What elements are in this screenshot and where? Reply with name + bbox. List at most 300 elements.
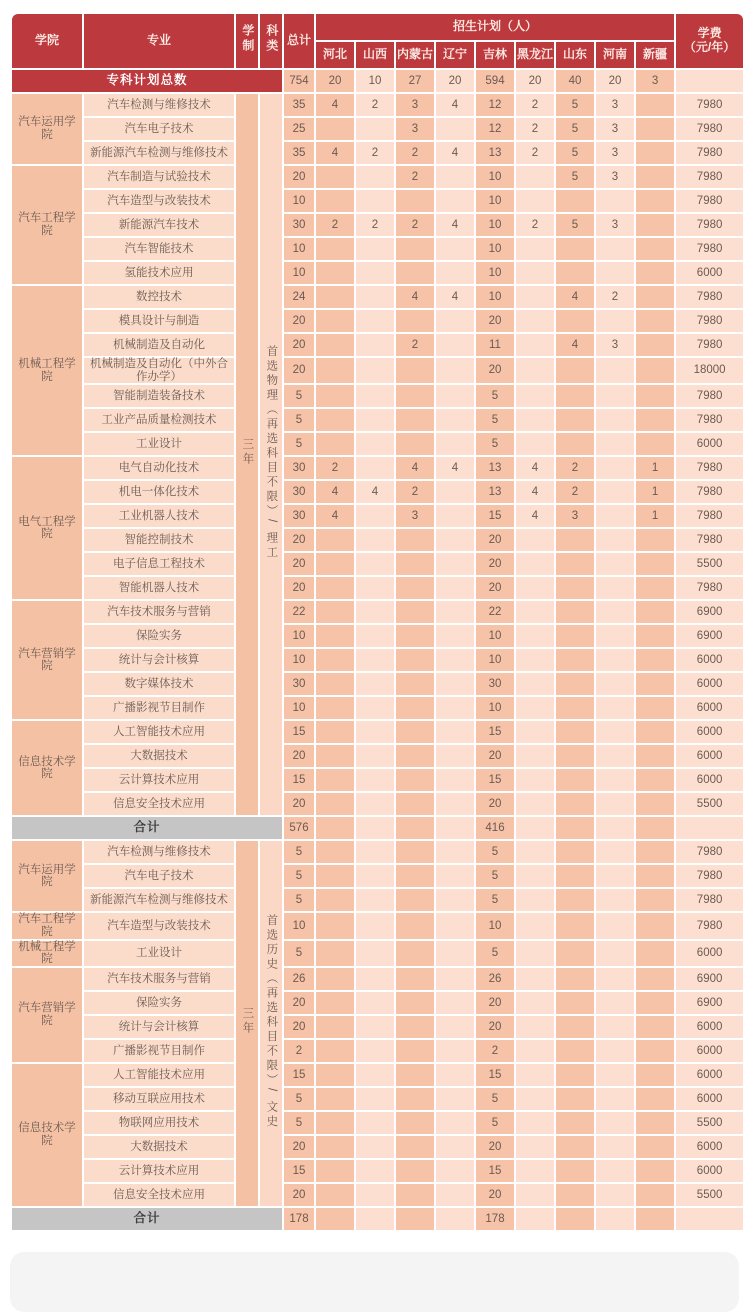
cell-province-7 — [596, 385, 634, 407]
cell-province-6 — [556, 649, 594, 671]
cell-major: 汽车造型与改装技术 — [84, 190, 234, 212]
cell-province-1 — [356, 577, 394, 599]
cell-tuition: 6000 — [676, 1160, 743, 1182]
cell-province-6 — [556, 865, 594, 887]
cell-province-0: 2 — [316, 214, 354, 236]
cell-province-1 — [356, 769, 394, 791]
cell-total: 5 — [284, 1112, 314, 1134]
cell-college: 机械工程学院 — [12, 286, 82, 455]
cell-province-3: 4 — [436, 457, 474, 479]
major-row — [12, 913, 743, 938]
cell-province-6 — [556, 941, 594, 966]
cell-province-0: 4 — [316, 142, 354, 164]
cell-province-6 — [556, 601, 594, 623]
cell-tuition: 7980 — [676, 889, 743, 911]
cell-major: 工业设计 — [84, 941, 234, 966]
major-row — [12, 649, 743, 671]
cell-total: 10 — [284, 625, 314, 647]
cell-province-4: 5 — [476, 1112, 514, 1134]
cell-province-5 — [516, 409, 554, 431]
major-row — [12, 481, 743, 503]
major-row — [12, 310, 743, 332]
cell-province-1 — [356, 817, 394, 839]
cell-tuition — [676, 1208, 743, 1230]
cell-total: 20 — [284, 577, 314, 599]
cell-province-8 — [636, 1088, 674, 1110]
cell-total: 22 — [284, 601, 314, 623]
cell-province-8 — [636, 1016, 674, 1038]
cell-province-7 — [596, 889, 634, 911]
cell-province-7 — [596, 577, 634, 599]
cell-province-1 — [356, 673, 394, 695]
admission-plan-table — [10, 12, 745, 1232]
cell-province-6 — [556, 529, 594, 551]
cell-province-4: 10 — [476, 913, 514, 938]
cell-province-3 — [436, 1208, 474, 1230]
cell-province-1 — [356, 529, 394, 551]
cell-major: 人工智能技术应用 — [84, 721, 234, 743]
cell-province-1 — [356, 992, 394, 1014]
major-row — [12, 865, 743, 887]
cell-province-7 — [596, 1112, 634, 1134]
cell-province-8 — [636, 553, 674, 575]
cell-total: 5 — [284, 941, 314, 966]
cell-major: 大数据技术 — [84, 1136, 234, 1158]
cell-province-2 — [396, 673, 434, 695]
cell-province-8 — [636, 286, 674, 308]
cell-province-7 — [596, 505, 634, 527]
cell-province-2: 2 — [396, 214, 434, 236]
cell-province-3: 4 — [436, 214, 474, 236]
major-row — [12, 697, 743, 719]
cell-province-0 — [316, 769, 354, 791]
cell-province-8 — [636, 118, 674, 140]
cell-province-0: 4 — [316, 481, 354, 503]
cell-college: 汽车运用学院 — [12, 94, 82, 164]
cell-province-2 — [396, 433, 434, 455]
cell-province-6 — [556, 745, 594, 767]
cell-province-1 — [356, 1184, 394, 1206]
cell-province-2: 4 — [396, 457, 434, 479]
cell-province-7 — [596, 841, 634, 863]
cell-province-1 — [356, 310, 394, 332]
major-row — [12, 118, 743, 140]
cell-province-2 — [396, 1208, 434, 1230]
cell-total: 5 — [284, 889, 314, 911]
cell-major: 统计与会计核算 — [84, 1016, 234, 1038]
cell-province-6 — [556, 1160, 594, 1182]
cell-province-4: 20 — [476, 553, 514, 575]
cell-major: 汽车智能技术 — [84, 238, 234, 260]
cell-province-6 — [556, 310, 594, 332]
cell-province-3 — [436, 505, 474, 527]
cell-tuition: 5500 — [676, 1112, 743, 1134]
cell-province-1: 2 — [356, 142, 394, 164]
cell-province-4: 11 — [476, 334, 514, 356]
cell-province-3 — [436, 697, 474, 719]
cell-province-2 — [396, 238, 434, 260]
header-province-3: 辽宁 — [436, 42, 474, 68]
cell-province-5 — [516, 793, 554, 815]
cell-province-1 — [356, 1112, 394, 1134]
cell-total: 20 — [284, 166, 314, 188]
cell-province-6 — [556, 577, 594, 599]
cell-province-2: 2 — [396, 166, 434, 188]
cell-province-3 — [436, 262, 474, 284]
major-row — [12, 142, 743, 164]
cell-province-7 — [596, 1088, 634, 1110]
cell-province-0 — [316, 1184, 354, 1206]
cell-major: 新能源汽车检测与维修技术 — [84, 142, 234, 164]
cell-province-5 — [516, 577, 554, 599]
cell-province-5 — [516, 913, 554, 938]
cell-total: 30 — [284, 481, 314, 503]
cell-province-7 — [596, 817, 634, 839]
cell-tuition: 6000 — [676, 941, 743, 966]
major-row — [12, 358, 743, 383]
header-province-4: 吉林 — [476, 42, 514, 68]
cell-province-4: 20 — [476, 992, 514, 1014]
cell-province-5 — [516, 1208, 554, 1230]
cell-province-0: 4 — [316, 94, 354, 116]
header-province-5: 黑龙江 — [516, 42, 554, 68]
cell-province-7 — [596, 310, 634, 332]
cell-province-2 — [396, 1064, 434, 1086]
cell-province-0 — [316, 1136, 354, 1158]
cell-province-3 — [436, 968, 474, 990]
cell-province-2 — [396, 577, 434, 599]
cell-college: 汽车工程学院 — [12, 913, 82, 938]
cell-province-1 — [356, 166, 394, 188]
cell-tuition: 7980 — [676, 310, 743, 332]
cell-province-5: 2 — [516, 214, 554, 236]
cell-province-5 — [516, 1016, 554, 1038]
cell-major: 保险实务 — [84, 992, 234, 1014]
cell-province-3 — [436, 625, 474, 647]
cell-total: 30 — [284, 673, 314, 695]
cell-province-7 — [596, 358, 634, 383]
cell-province-1 — [356, 286, 394, 308]
cell-province-3 — [436, 992, 474, 1014]
cell-major: 电气自动化技术 — [84, 457, 234, 479]
cell-tuition: 6000 — [676, 673, 743, 695]
cell-major: 工业机器人技术 — [84, 505, 234, 527]
cell-province-5 — [516, 433, 554, 455]
cell-province-2 — [396, 1016, 434, 1038]
cell-province-6 — [556, 385, 594, 407]
cell-province-4: 5 — [476, 889, 514, 911]
cell-province-6 — [556, 889, 594, 911]
cell-major: 智能机器人技术 — [84, 577, 234, 599]
cell-province-8 — [636, 721, 674, 743]
cell-province-4: 13 — [476, 481, 514, 503]
header-tuition — [676, 14, 743, 68]
cell-province-6 — [556, 992, 594, 1014]
cell-province-0 — [316, 1064, 354, 1086]
cell-province-8 — [636, 625, 674, 647]
cell-province-0 — [316, 553, 354, 575]
cell-province-6 — [556, 841, 594, 863]
table-body — [12, 70, 743, 1230]
cell-province-5 — [516, 166, 554, 188]
cell-province-0 — [316, 238, 354, 260]
major-row — [12, 457, 743, 479]
cell-province-6: 5 — [556, 214, 594, 236]
cell-province-2 — [396, 553, 434, 575]
cell-province-6 — [556, 1136, 594, 1158]
cell-province-3 — [436, 793, 474, 815]
cell-college: 汽车营销学院 — [12, 601, 82, 719]
major-row — [12, 1112, 743, 1134]
cell-province-4: 10 — [476, 214, 514, 236]
cell-category — [260, 841, 282, 1206]
cell-province-6: 5 — [556, 142, 594, 164]
cell-total: 20 — [284, 529, 314, 551]
header-province-1: 山西 — [356, 42, 394, 68]
cell-province-5 — [516, 841, 554, 863]
cell-total: 15 — [284, 721, 314, 743]
cell-province-3 — [436, 913, 474, 938]
cell-province-3 — [436, 385, 474, 407]
cell-province-5 — [516, 1112, 554, 1134]
cell-province-3 — [436, 769, 474, 791]
cell-province-3 — [436, 649, 474, 671]
major-row — [12, 505, 743, 527]
cell-total: 2 — [284, 1040, 314, 1062]
major-row — [12, 1040, 743, 1062]
cell-tuition: 7980 — [676, 577, 743, 599]
cell-province-0 — [316, 649, 354, 671]
cell-major: 新能源汽车检测与维修技术 — [84, 889, 234, 911]
cell-duration — [236, 841, 258, 1206]
cell-province-7: 3 — [596, 166, 634, 188]
cell-province-6 — [556, 433, 594, 455]
cell-province-5 — [516, 697, 554, 719]
cell-province-5: 2 — [516, 142, 554, 164]
cell-total: 5 — [284, 385, 314, 407]
cell-province-4: 5 — [476, 841, 514, 863]
cell-province-4: 15 — [476, 1064, 514, 1086]
major-row — [12, 745, 743, 767]
header-tuition-line1: 学费 — [697, 26, 722, 41]
cell-province-2 — [396, 992, 434, 1014]
major-row — [12, 1160, 743, 1182]
cell-province-3 — [436, 1136, 474, 1158]
cell-province-0 — [316, 1040, 354, 1062]
cell-province-7 — [596, 673, 634, 695]
cell-tuition: 7980 — [676, 334, 743, 356]
cell-tuition: 6000 — [676, 745, 743, 767]
cell-province-0 — [316, 1112, 354, 1134]
cell-province-3 — [436, 433, 474, 455]
cell-province-8 — [636, 817, 674, 839]
cell-province-5 — [516, 1040, 554, 1062]
cell-province-4: 10 — [476, 262, 514, 284]
cell-province-8 — [636, 745, 674, 767]
cell-province-5 — [516, 1064, 554, 1086]
cell-province-3 — [436, 1040, 474, 1062]
subtotal-label: 合计 — [12, 1208, 282, 1230]
cell-province-1 — [356, 941, 394, 966]
cell-province-5 — [516, 262, 554, 284]
cell-province-1 — [356, 433, 394, 455]
cell-tuition: 6900 — [676, 625, 743, 647]
cell-province-2 — [396, 385, 434, 407]
cell-province-0 — [316, 1160, 354, 1182]
cell-province-4: 12 — [476, 118, 514, 140]
cell-province-3 — [436, 358, 474, 383]
cell-province-7 — [596, 649, 634, 671]
major-row — [12, 889, 743, 911]
cell-province-8 — [636, 529, 674, 551]
cell-province-7 — [596, 865, 634, 887]
cell-province-4: 12 — [476, 94, 514, 116]
cell-tuition: 6000 — [676, 1136, 743, 1158]
cell-province-1 — [356, 1208, 394, 1230]
cell-province-0 — [316, 577, 354, 599]
cell-province-4: 416 — [476, 817, 514, 839]
cell-province-2 — [396, 865, 434, 887]
cell-tuition: 18000 — [676, 358, 743, 383]
cell-province-4: 15 — [476, 505, 514, 527]
cell-province-4: 10 — [476, 286, 514, 308]
cell-province-6 — [556, 673, 594, 695]
cell-tuition: 7980 — [676, 142, 743, 164]
cell-tuition: 7980 — [676, 190, 743, 212]
cell-province-5: 4 — [516, 505, 554, 527]
cell-province-8 — [636, 601, 674, 623]
cell-province-2: 27 — [396, 70, 434, 92]
cell-province-8 — [636, 577, 674, 599]
cell-province-3 — [436, 1016, 474, 1038]
cell-province-2 — [396, 1112, 434, 1134]
cell-tuition: 6000 — [676, 721, 743, 743]
cell-province-3 — [436, 238, 474, 260]
cell-tuition: 6900 — [676, 992, 743, 1014]
cell-province-4: 26 — [476, 968, 514, 990]
subtotal-row — [12, 1208, 743, 1230]
cell-total: 5 — [284, 865, 314, 887]
major-row — [12, 262, 743, 284]
cell-province-0 — [316, 625, 354, 647]
cell-tuition: 6000 — [676, 769, 743, 791]
cell-province-0 — [316, 913, 354, 938]
cell-province-0 — [316, 865, 354, 887]
cell-province-3 — [436, 118, 474, 140]
cell-province-6: 2 — [556, 481, 594, 503]
cell-total: 10 — [284, 913, 314, 938]
cell-tuition: 7980 — [676, 286, 743, 308]
cell-province-2 — [396, 968, 434, 990]
cell-province-5 — [516, 649, 554, 671]
cell-province-3 — [436, 553, 474, 575]
cell-province-1 — [356, 1040, 394, 1062]
major-row — [12, 1064, 743, 1086]
cell-province-3 — [436, 1088, 474, 1110]
major-row — [12, 334, 743, 356]
cell-major: 汽车造型与改装技术 — [84, 913, 234, 938]
cell-province-3 — [436, 1064, 474, 1086]
cell-province-2: 3 — [396, 94, 434, 116]
cell-province-2 — [396, 941, 434, 966]
cell-province-6: 5 — [556, 166, 594, 188]
cell-province-3 — [436, 334, 474, 356]
cell-major: 信息安全技术应用 — [84, 793, 234, 815]
cell-province-8 — [636, 1208, 674, 1230]
cell-province-6 — [556, 238, 594, 260]
cell-major: 云计算技术应用 — [84, 769, 234, 791]
cell-major: 保险实务 — [84, 625, 234, 647]
cell-tuition: 7980 — [676, 841, 743, 863]
cell-province-6 — [556, 721, 594, 743]
cell-province-7: 3 — [596, 142, 634, 164]
major-row — [12, 673, 743, 695]
cell-province-5: 20 — [516, 70, 554, 92]
cell-major: 电子信息工程技术 — [84, 553, 234, 575]
cell-province-7: 20 — [596, 70, 634, 92]
cell-province-3 — [436, 941, 474, 966]
cell-province-5 — [516, 625, 554, 647]
cell-province-8 — [636, 673, 674, 695]
cell-total: 35 — [284, 142, 314, 164]
cell-tuition: 7980 — [676, 529, 743, 551]
cell-tuition: 6000 — [676, 1064, 743, 1086]
cell-total: 10 — [284, 238, 314, 260]
cell-province-1 — [356, 457, 394, 479]
cell-province-2 — [396, 625, 434, 647]
cell-province-7 — [596, 697, 634, 719]
cell-province-4: 10 — [476, 625, 514, 647]
major-row — [12, 769, 743, 791]
cell-province-7 — [596, 553, 634, 575]
cell-province-6 — [556, 968, 594, 990]
header-plan-group: 招生计划（人） — [316, 14, 674, 40]
cell-major: 移动互联应用技术 — [84, 1088, 234, 1110]
cell-province-7 — [596, 1064, 634, 1086]
cell-college: 电气工程学院 — [12, 457, 82, 599]
cell-province-2 — [396, 1136, 434, 1158]
cell-province-3 — [436, 745, 474, 767]
cell-tuition: 6000 — [676, 262, 743, 284]
cell-major: 物联网应用技术 — [84, 1112, 234, 1134]
cell-province-4: 594 — [476, 70, 514, 92]
header-total: 总计 — [284, 14, 314, 68]
cell-province-3 — [436, 409, 474, 431]
cell-province-2 — [396, 769, 434, 791]
cell-province-7 — [596, 457, 634, 479]
cell-total: 20 — [284, 310, 314, 332]
cell-province-3 — [436, 673, 474, 695]
cell-province-4: 5 — [476, 1088, 514, 1110]
cell-major: 模具设计与制造 — [84, 310, 234, 332]
cell-province-5 — [516, 529, 554, 551]
cell-province-2 — [396, 310, 434, 332]
cell-province-4: 5 — [476, 433, 514, 455]
major-row — [12, 601, 743, 623]
cell-province-4: 5 — [476, 941, 514, 966]
cell-major: 汽车电子技术 — [84, 118, 234, 140]
cell-province-2 — [396, 697, 434, 719]
cell-province-0 — [316, 529, 354, 551]
cell-tuition: 6000 — [676, 649, 743, 671]
cell-province-1 — [356, 358, 394, 383]
cell-province-4: 15 — [476, 1160, 514, 1182]
cell-province-5 — [516, 673, 554, 695]
cell-province-4: 5 — [476, 865, 514, 887]
cell-province-0 — [316, 433, 354, 455]
cell-province-7: 3 — [596, 334, 634, 356]
major-row — [12, 941, 743, 966]
